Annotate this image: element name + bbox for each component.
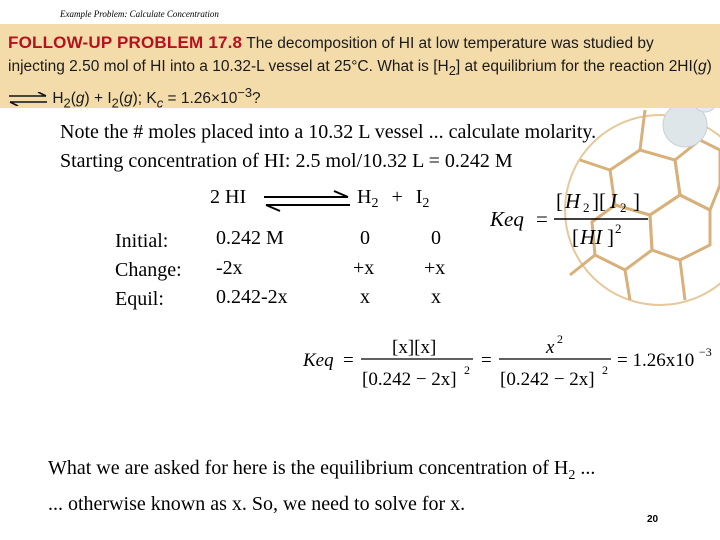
ice-i2-initial: 0 xyxy=(431,227,441,249)
problem-banner xyxy=(0,24,720,111)
problem-statement: FOLLOW-UP PROBLEM 17.8 The decomposition of HI at low temperature was studied by injecting 2.50 mol of HI into a 10.32-L vessel at 25°C. What is $[H_2]$ at equilibrium for the reaction 2HI(g) $H_2(g) + I_2(g)$; $K_c = 1.26\times 10^{-3}$? xyxy=(8,33,712,111)
eq2-numerator-2: x xyxy=(546,337,555,358)
question-line-1: What we are asked for here is the equilibrium concentration of $H_2$ ... xyxy=(48,457,596,483)
slide-number: 20 xyxy=(647,514,659,525)
keq-substitution-equation xyxy=(303,333,718,395)
question-line-2: ... otherwise known as x. So, we need to solve for x. xyxy=(48,493,466,515)
keq-label: Keq xyxy=(490,207,524,231)
header-label: Example Problem: Calculate Concentration xyxy=(60,9,219,19)
keq-num-i: I xyxy=(610,189,617,213)
ice-hi-initial: 0.242 M xyxy=(216,227,284,249)
ice-h2-equil: x xyxy=(360,286,370,308)
ice-hi-change: -2x xyxy=(216,257,243,279)
reaction-products: $H_2 + I_2$ xyxy=(357,186,430,211)
eq2-equals-2: = xyxy=(481,350,492,371)
reaction-reactant: 2 HI xyxy=(210,186,247,208)
ice-h2-initial: 0 xyxy=(360,227,370,249)
ice-label-change: Change: xyxy=(115,259,182,281)
keq-equals: = xyxy=(536,207,548,231)
eq2-denominator-2: [0.242 − 2x] xyxy=(500,369,595,390)
ice-h2-change: +x xyxy=(353,257,375,279)
keq-num-bracket-close: ] xyxy=(633,189,640,213)
eq2-rhs-exponent: −3 xyxy=(699,345,712,359)
keq-den-bracket-open: [ xyxy=(572,225,579,249)
eq2-den1-exponent: 2 xyxy=(464,363,470,377)
problem-title: FOLLOW-UP PROBLEM 17.8 xyxy=(8,33,243,52)
eq2-keq-label: Keq xyxy=(303,350,334,371)
question-text xyxy=(48,454,595,519)
keq-den-hi: HI xyxy=(580,225,603,249)
ice-label-initial: Initial: xyxy=(115,230,169,252)
eq2-numerator-1: [x][x] xyxy=(392,337,437,358)
intro-text xyxy=(60,118,596,176)
keq-num-bracket-open: [ xyxy=(556,189,563,213)
keq-num-h-sub: 2 xyxy=(583,200,590,215)
eq2-den2-exponent: 2 xyxy=(602,363,608,377)
equilibrium-arrows-icon xyxy=(8,92,48,106)
eq2-equals-1: = xyxy=(343,350,354,371)
ice-hi-equil: 0.242-2x xyxy=(216,286,288,308)
keq-num-h: H xyxy=(565,189,581,213)
ice-i2-equil: x xyxy=(431,286,441,308)
keq-expression xyxy=(490,188,660,258)
keq-den-exponent: 2 xyxy=(615,221,622,236)
keq-den-bracket-close: ] xyxy=(607,225,614,249)
intro-line-1: Note the # moles placed into a 10.32 L vessel ... calculate molarity. xyxy=(60,121,597,143)
ice-i2-change: +x xyxy=(424,257,446,279)
keq-num-i-sub: 2 xyxy=(620,200,627,215)
equilibrium-arrows-icon xyxy=(262,190,352,212)
intro-line-2: Starting concentration of HI: 2.5 mol/10.32 L = 0.242 M xyxy=(60,150,513,172)
eq2-denominator-1: [0.242 − 2x] xyxy=(362,369,457,390)
eq2-num2-exponent: 2 xyxy=(557,333,563,346)
ice-label-equil: Equil: xyxy=(115,288,164,310)
keq-num-bracket-mid: ][ xyxy=(592,189,606,213)
eq2-rhs: = 1.26x10 xyxy=(617,350,695,371)
